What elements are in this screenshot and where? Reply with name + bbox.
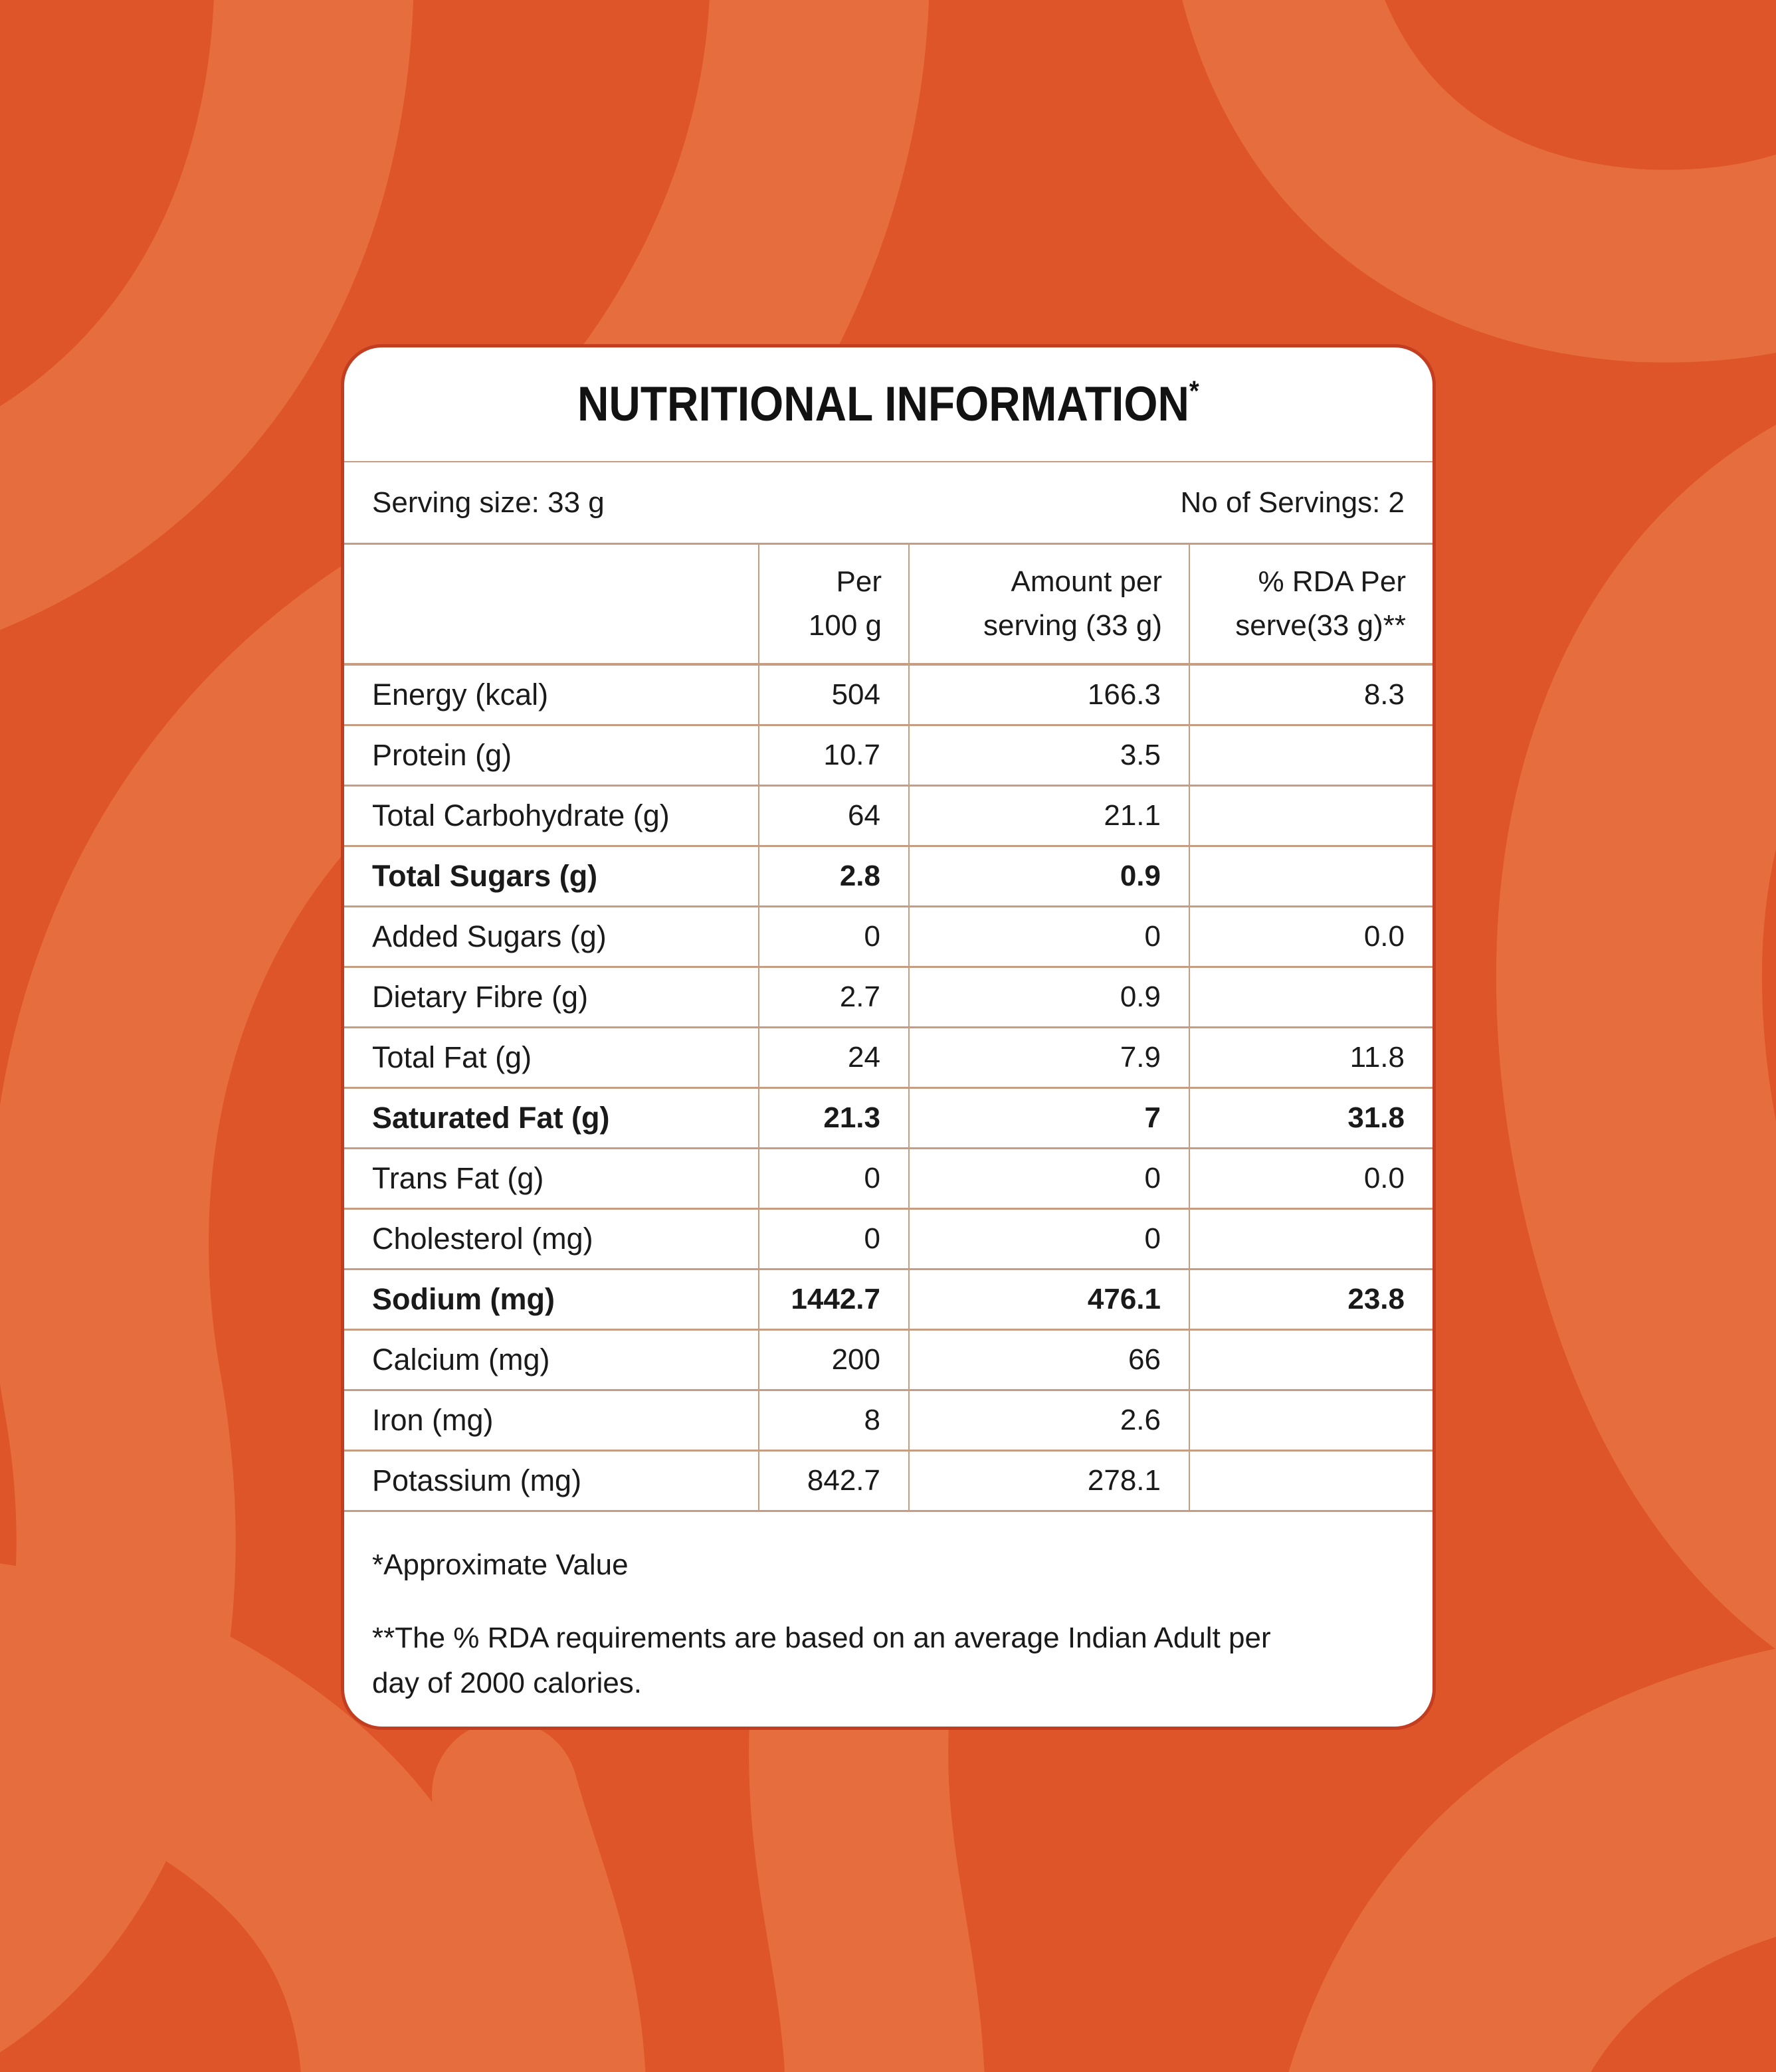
note-approximate-value: *Approximate Value bbox=[372, 1549, 629, 1581]
row-label: Total Carbohydrate (g) bbox=[344, 787, 758, 847]
column-header-line: 100 g bbox=[808, 609, 882, 642]
row-label: Total Sugars (g) bbox=[344, 847, 758, 907]
value-per-100g: 8 bbox=[758, 1391, 908, 1452]
value-per-100g: 1442.7 bbox=[758, 1270, 908, 1331]
value-rda-percent: 11.8 bbox=[1189, 1028, 1432, 1089]
value-per-serving: 476.1 bbox=[908, 1270, 1189, 1331]
value-per-serving: 3.5 bbox=[908, 726, 1189, 787]
table-corner-cell bbox=[344, 545, 758, 666]
column-header-line: Per bbox=[836, 565, 882, 598]
value-rda-percent bbox=[1189, 787, 1432, 847]
row-label: Protein (g) bbox=[344, 726, 758, 787]
row-label: Saturated Fat (g) bbox=[344, 1089, 758, 1149]
value-per-serving: 7 bbox=[908, 1089, 1189, 1149]
value-rda-percent: 0.0 bbox=[1189, 907, 1432, 968]
column-header-line: serving (33 g) bbox=[983, 609, 1162, 642]
title-asterisk: * bbox=[1189, 375, 1199, 407]
row-label: Cholesterol (mg) bbox=[344, 1210, 758, 1270]
value-per-100g: 2.7 bbox=[758, 968, 908, 1028]
value-per-serving: 0 bbox=[908, 1149, 1189, 1210]
value-rda-percent: 0.0 bbox=[1189, 1149, 1432, 1210]
value-per-100g: 64 bbox=[758, 787, 908, 847]
value-per-100g: 10.7 bbox=[758, 726, 908, 787]
value-per-serving: 166.3 bbox=[908, 666, 1189, 726]
value-rda-percent bbox=[1189, 726, 1432, 787]
value-per-100g: 842.7 bbox=[758, 1452, 908, 1512]
value-rda-percent bbox=[1189, 968, 1432, 1028]
column-header-line: % RDA Per bbox=[1258, 565, 1406, 598]
value-per-serving: 0 bbox=[908, 907, 1189, 968]
value-rda-percent bbox=[1189, 1452, 1432, 1512]
row-label: Trans Fat (g) bbox=[344, 1149, 758, 1210]
row-label: Calcium (mg) bbox=[344, 1331, 758, 1391]
value-per-100g: 504 bbox=[758, 666, 908, 726]
nutrition-card bbox=[341, 344, 1436, 1730]
column-header-1 bbox=[908, 545, 1189, 666]
value-rda-percent bbox=[1189, 1391, 1432, 1452]
value-per-serving: 7.9 bbox=[908, 1028, 1189, 1089]
value-per-100g: 21.3 bbox=[758, 1089, 908, 1149]
title-band bbox=[344, 347, 1432, 462]
nutrition-table bbox=[344, 545, 1432, 1512]
value-per-serving: 2.6 bbox=[908, 1391, 1189, 1452]
value-per-serving: 0 bbox=[908, 1210, 1189, 1270]
value-per-100g: 0 bbox=[758, 1210, 908, 1270]
value-per-100g: 2.8 bbox=[758, 847, 908, 907]
value-rda-percent: 31.8 bbox=[1189, 1089, 1432, 1149]
row-label: Added Sugars (g) bbox=[344, 907, 758, 968]
column-header-2 bbox=[1189, 545, 1432, 666]
title-text: NUTRITIONAL INFORMATION bbox=[577, 377, 1190, 431]
row-label: Total Fat (g) bbox=[344, 1028, 758, 1089]
value-per-100g: 0 bbox=[758, 1149, 908, 1210]
value-per-100g: 24 bbox=[758, 1028, 908, 1089]
row-label: Potassium (mg) bbox=[344, 1452, 758, 1512]
value-per-serving: 66 bbox=[908, 1331, 1189, 1391]
servings-count-text: No of Servings: 2 bbox=[1180, 486, 1405, 519]
value-rda-percent bbox=[1189, 1210, 1432, 1270]
serving-size-text: Serving size: 33 g bbox=[372, 486, 605, 519]
footnotes bbox=[344, 1512, 1432, 1707]
value-per-100g: 200 bbox=[758, 1331, 908, 1391]
value-per-serving: 278.1 bbox=[908, 1452, 1189, 1512]
page-title bbox=[577, 377, 1199, 432]
value-rda-percent: 23.8 bbox=[1189, 1270, 1432, 1331]
value-rda-percent: 8.3 bbox=[1189, 666, 1432, 726]
value-per-serving: 21.1 bbox=[908, 787, 1189, 847]
column-header-0 bbox=[758, 545, 908, 666]
row-label: Dietary Fibre (g) bbox=[344, 968, 758, 1028]
row-label: Iron (mg) bbox=[344, 1391, 758, 1452]
value-per-serving: 0.9 bbox=[908, 968, 1189, 1028]
column-header-line: serve(33 g)** bbox=[1235, 609, 1406, 642]
serving-band bbox=[344, 462, 1432, 545]
row-label: Energy (kcal) bbox=[344, 666, 758, 726]
column-header-line: Amount per bbox=[1011, 565, 1162, 598]
value-rda-percent bbox=[1189, 847, 1432, 907]
value-per-serving: 0.9 bbox=[908, 847, 1189, 907]
value-per-100g: 0 bbox=[758, 907, 908, 968]
value-rda-percent bbox=[1189, 1331, 1432, 1391]
row-label: Sodium (mg) bbox=[344, 1270, 758, 1331]
note-rda-basis: **The % RDA requirements are based on an average Indian Adult per day of 2000 calories. bbox=[372, 1622, 1271, 1700]
